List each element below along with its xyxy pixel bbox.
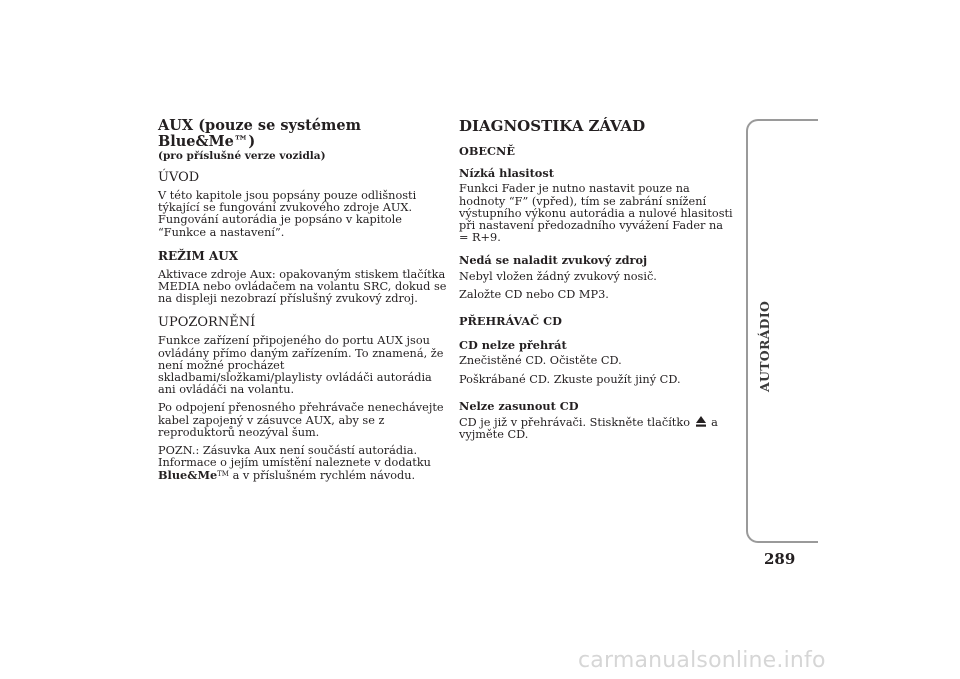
left-column	[158, 118, 448, 493]
right-column	[459, 118, 734, 451]
rezim-heading: REŽIM AUX	[158, 248, 239, 263]
pozn-text	[158, 445, 448, 483]
watermark: carmanualsonline.info	[578, 648, 826, 673]
pozn-brand: Blue&Me	[158, 468, 218, 483]
aux-subtitle: (pro příslušné verze vozidla)	[158, 150, 326, 162]
naladit-heading: Nedá se naladit zvukový zdroj	[459, 253, 648, 268]
section-label: AUTORÁDIO	[757, 300, 772, 392]
nizka-heading: Nízká hlasitost	[459, 166, 554, 181]
zasunout-heading: Nelze zasunout CD	[459, 398, 579, 413]
prehravac-heading: PŘEHRÁVAČ CD	[459, 314, 562, 329]
pozn-main: POZN.: Zásuvka Aux není součástí autorádia. Informace o jejím umístění naleznete v dodatku	[158, 444, 431, 470]
aux-title: AUX (pouze se systémem Blue&Me™)	[158, 117, 361, 150]
naladit-text-2: Založte CD nebo CD MP3.	[459, 287, 609, 301]
zasunout-text-a: CD je již v přehrávači. Stiskněte tlačítko	[459, 416, 690, 430]
nizka-text: Funkci Fader je nutno nastavit pouze na hodnoty “F” (vpřed), tím se zabrání snížení výstupního výkonu autorádia a nulové hlasitosti při nastavení předozadního vyvážení Fader na = R+9.	[459, 182, 733, 245]
rezim-text: Aktivace zdroje Aux: opakovaným stiskem tlačítka MEDIA nebo ovládačem na volantu SRC, dokud se na displeji nezobrazí příslušný zvukový zdroj.	[158, 267, 447, 306]
upozorneni-text-1: Funkce zařízení připojeného do portu AUX jsou ovládány přímo daným zařízením. To znamená, že není možné procházet skladbami/složkami/playlisty ovládáči autorádia ani ovládáči na volantu.	[158, 334, 444, 397]
uvod-text: V této kapitole jsou popsány pouze odlišnosti týkající se fungování zvukového zdroje AUX. Fungování autorádia je popsáno v kapitole “Funkce a nastavení”.	[158, 189, 417, 239]
upozorneni-text-2: Po odpojení přenosného přehrávače nenechávejte kabel zapojený v zásuvce AUX, aby se z reproduktorů neozýval šum.	[158, 401, 444, 439]
eject-icon	[696, 416, 706, 427]
obecne-heading: OBECNĚ	[459, 144, 515, 158]
zasunout-text-b: a vyjměte CD.	[459, 416, 718, 442]
prehrat-heading: CD nelze přehrát	[459, 338, 567, 353]
naladit-text-1: Nebyl vložen žádný zvukový nosič.	[459, 269, 657, 283]
pozn-tm: TM	[217, 470, 229, 479]
prehrat-text-2: Poškrábané CD. Zkuste použít jiný CD.	[459, 372, 681, 386]
zasunout-text	[459, 416, 734, 441]
pozn-end: a v příslušném rychlém návodu.	[228, 469, 416, 483]
upozorneni-heading: UPOZORNĚNÍ	[158, 315, 256, 331]
diagnostika-title: DIAGNOSTIKA ZÁVAD	[459, 117, 646, 135]
uvod-heading: ÚVOD	[158, 170, 200, 185]
page-number: 289	[764, 550, 796, 568]
prehrat-text-1: Znečistěné CD. Očistěte CD.	[459, 354, 622, 368]
